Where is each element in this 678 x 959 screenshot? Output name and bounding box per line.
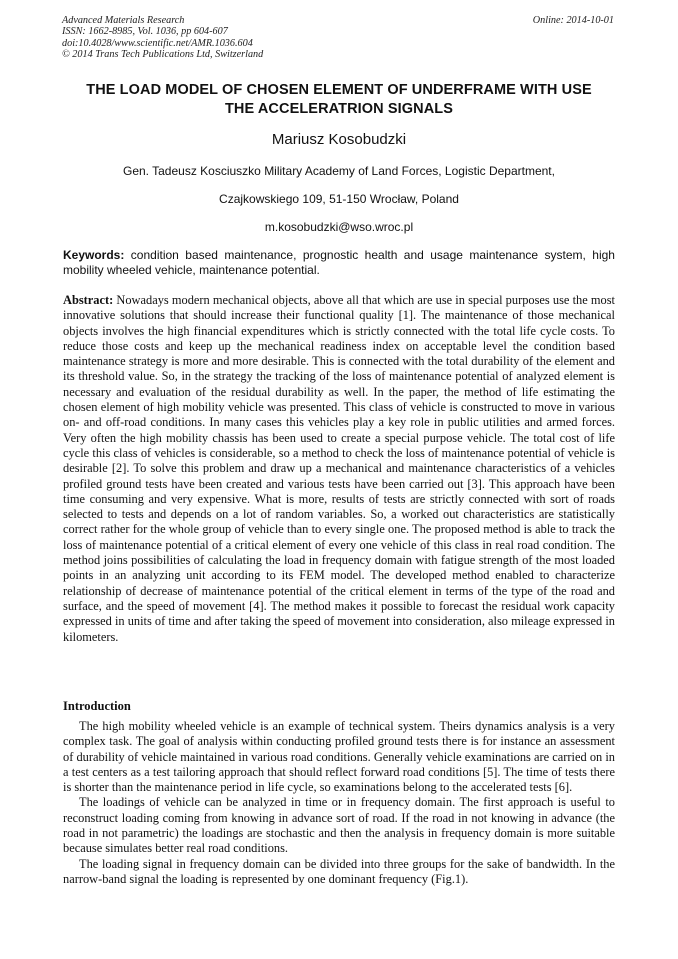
intro-paragraph-2: The loadings of vehicle can be analyzed in time or in frequency domain. The first approach is useful to reconstruct loading coming from knowing in advance sort of road. If the road in not knowing in advance (the road in not parametric) the loadings are stochastic and then the analysis in frequency domain is more suitable because simulates better real road conditions. <box>63 795 615 856</box>
abstract-section <box>63 293 615 645</box>
journal-header <box>62 15 263 60</box>
author-name: Mariusz Kosobudzki <box>271 131 407 148</box>
keywords-section <box>63 248 615 277</box>
abstract-label: Abstract: <box>63 293 114 307</box>
online-date: Online: 2014-10-01 <box>532 15 614 26</box>
paper-title: THE LOAD MODEL OF CHOSEN ELEMENT OF UNDERFRAME WITH USE THE ACCELERATRION SIGNALS <box>86 82 592 117</box>
copyright-line: © 2014 Trans Tech Publications Ltd, Switzerland <box>62 48 264 60</box>
abstract-text: Nowadays modern mechanical objects, above all that which are use in special purposes use the most innovative solutions that should increase their functional quality [1]. The maintenance of those mechanical objects involves the high financial expenditures which is strictly connected with the total life cycle costs. To reduce those costs and keep up the mechanical readiness index on acceptable level the condition based maintenance strategy is more and more desirable. This is connected with the total durability of the element and its threshold value. So, in the strategy the tracking of the loss of maintenance potential of analyzed element is necessary and evaluation of the residual durability as well. In the paper, the method of life estimating the chosen element of high mobility vehicle was presented. This class of vehicle is constructed to move in various on- and off-road conditions. In many cases this vehicles play a key role in public utilities and armed forces. Very often the high mobility chassis has been used to create a special purpose vehicle. The total cost of life cycle this class of vehicles is considerable, so a method to check the loss of maintenance potential of vehicle is desirable [2]. To solve this problem and draw up a mechanical and maintenance characteristics of a vehicles profiled ground tests have been created and various tests have been carried out [3]. This approach have been time consuming and very expensive. What is more, results of tests are strictly connected with sort of roads selected to tests and depends on a lot of random variables. So, a worked out characteristics are statistically correct rather for the whole group of vehicle than to every single one. The proposed method is able to track the loss of maintenance potential of a critical element of every one vehicle of this class in real road condition. The method joins possibilities of calculating the load in frequency domain with fatigue strength of the most loaded points in an analyzing unit according to its FEM model. The developed method enabled to characterize relationship of decrease of maintenance potential of the critical element in terms of the type of the road and surface, and the speed of movement [4]. The method makes it possible to forecast the residual work capacity expressed in units of time and after taking the speed of movement into consideration, also mileage expressed in kilometers. <box>63 293 615 644</box>
issn-line: ISSN: 1662-8985, Vol. 1036, pp 604-607 <box>62 26 228 38</box>
affiliation-line-1: Gen. Tadeusz Kosciuszko Military Academy of Land Forces, Logistic Department, <box>123 164 555 178</box>
introduction-heading: Introduction <box>63 699 131 713</box>
keywords-label: Keywords: <box>63 248 125 262</box>
journal-name: Advanced Materials Research <box>62 15 185 26</box>
introduction-body <box>63 719 615 887</box>
doi-line: doi:10.4028/www.scientific.net/AMR.1036.604 <box>62 37 253 49</box>
affiliation-line-2: Czajkowskiego 109, 51-150 Wrocław, Poland <box>219 192 459 206</box>
intro-paragraph-1: The high mobility wheeled vehicle is an example of technical system. Theirs dynamics analysis is a very complex task. The goal of analysis within conducting profiled ground tests there is for instance an assessment of durability of vehicle maintained in various road conditions. Generally vehicle examinations are carried on in a test centers as a test tailoring approach that should reflect forward road conditions [5]. The time of tests there is shorter than the maintenance period in life cycle, so examinations belong to the accelerated tests [6]. <box>63 719 615 795</box>
author-email[interactable]: m.kosobudzki@wso.wroc.pl <box>264 220 414 234</box>
intro-paragraph-3: The loading signal in frequency domain can be divided into three groups for the sake of bandwidth. In the narrow-band signal the loading is represented by one dominant frequency (Fig.1). <box>63 856 615 886</box>
keywords-text: condition based maintenance, prognostic health and usage maintenance system, high mobility wheeled vehicle, maintenance potential. <box>63 248 615 277</box>
